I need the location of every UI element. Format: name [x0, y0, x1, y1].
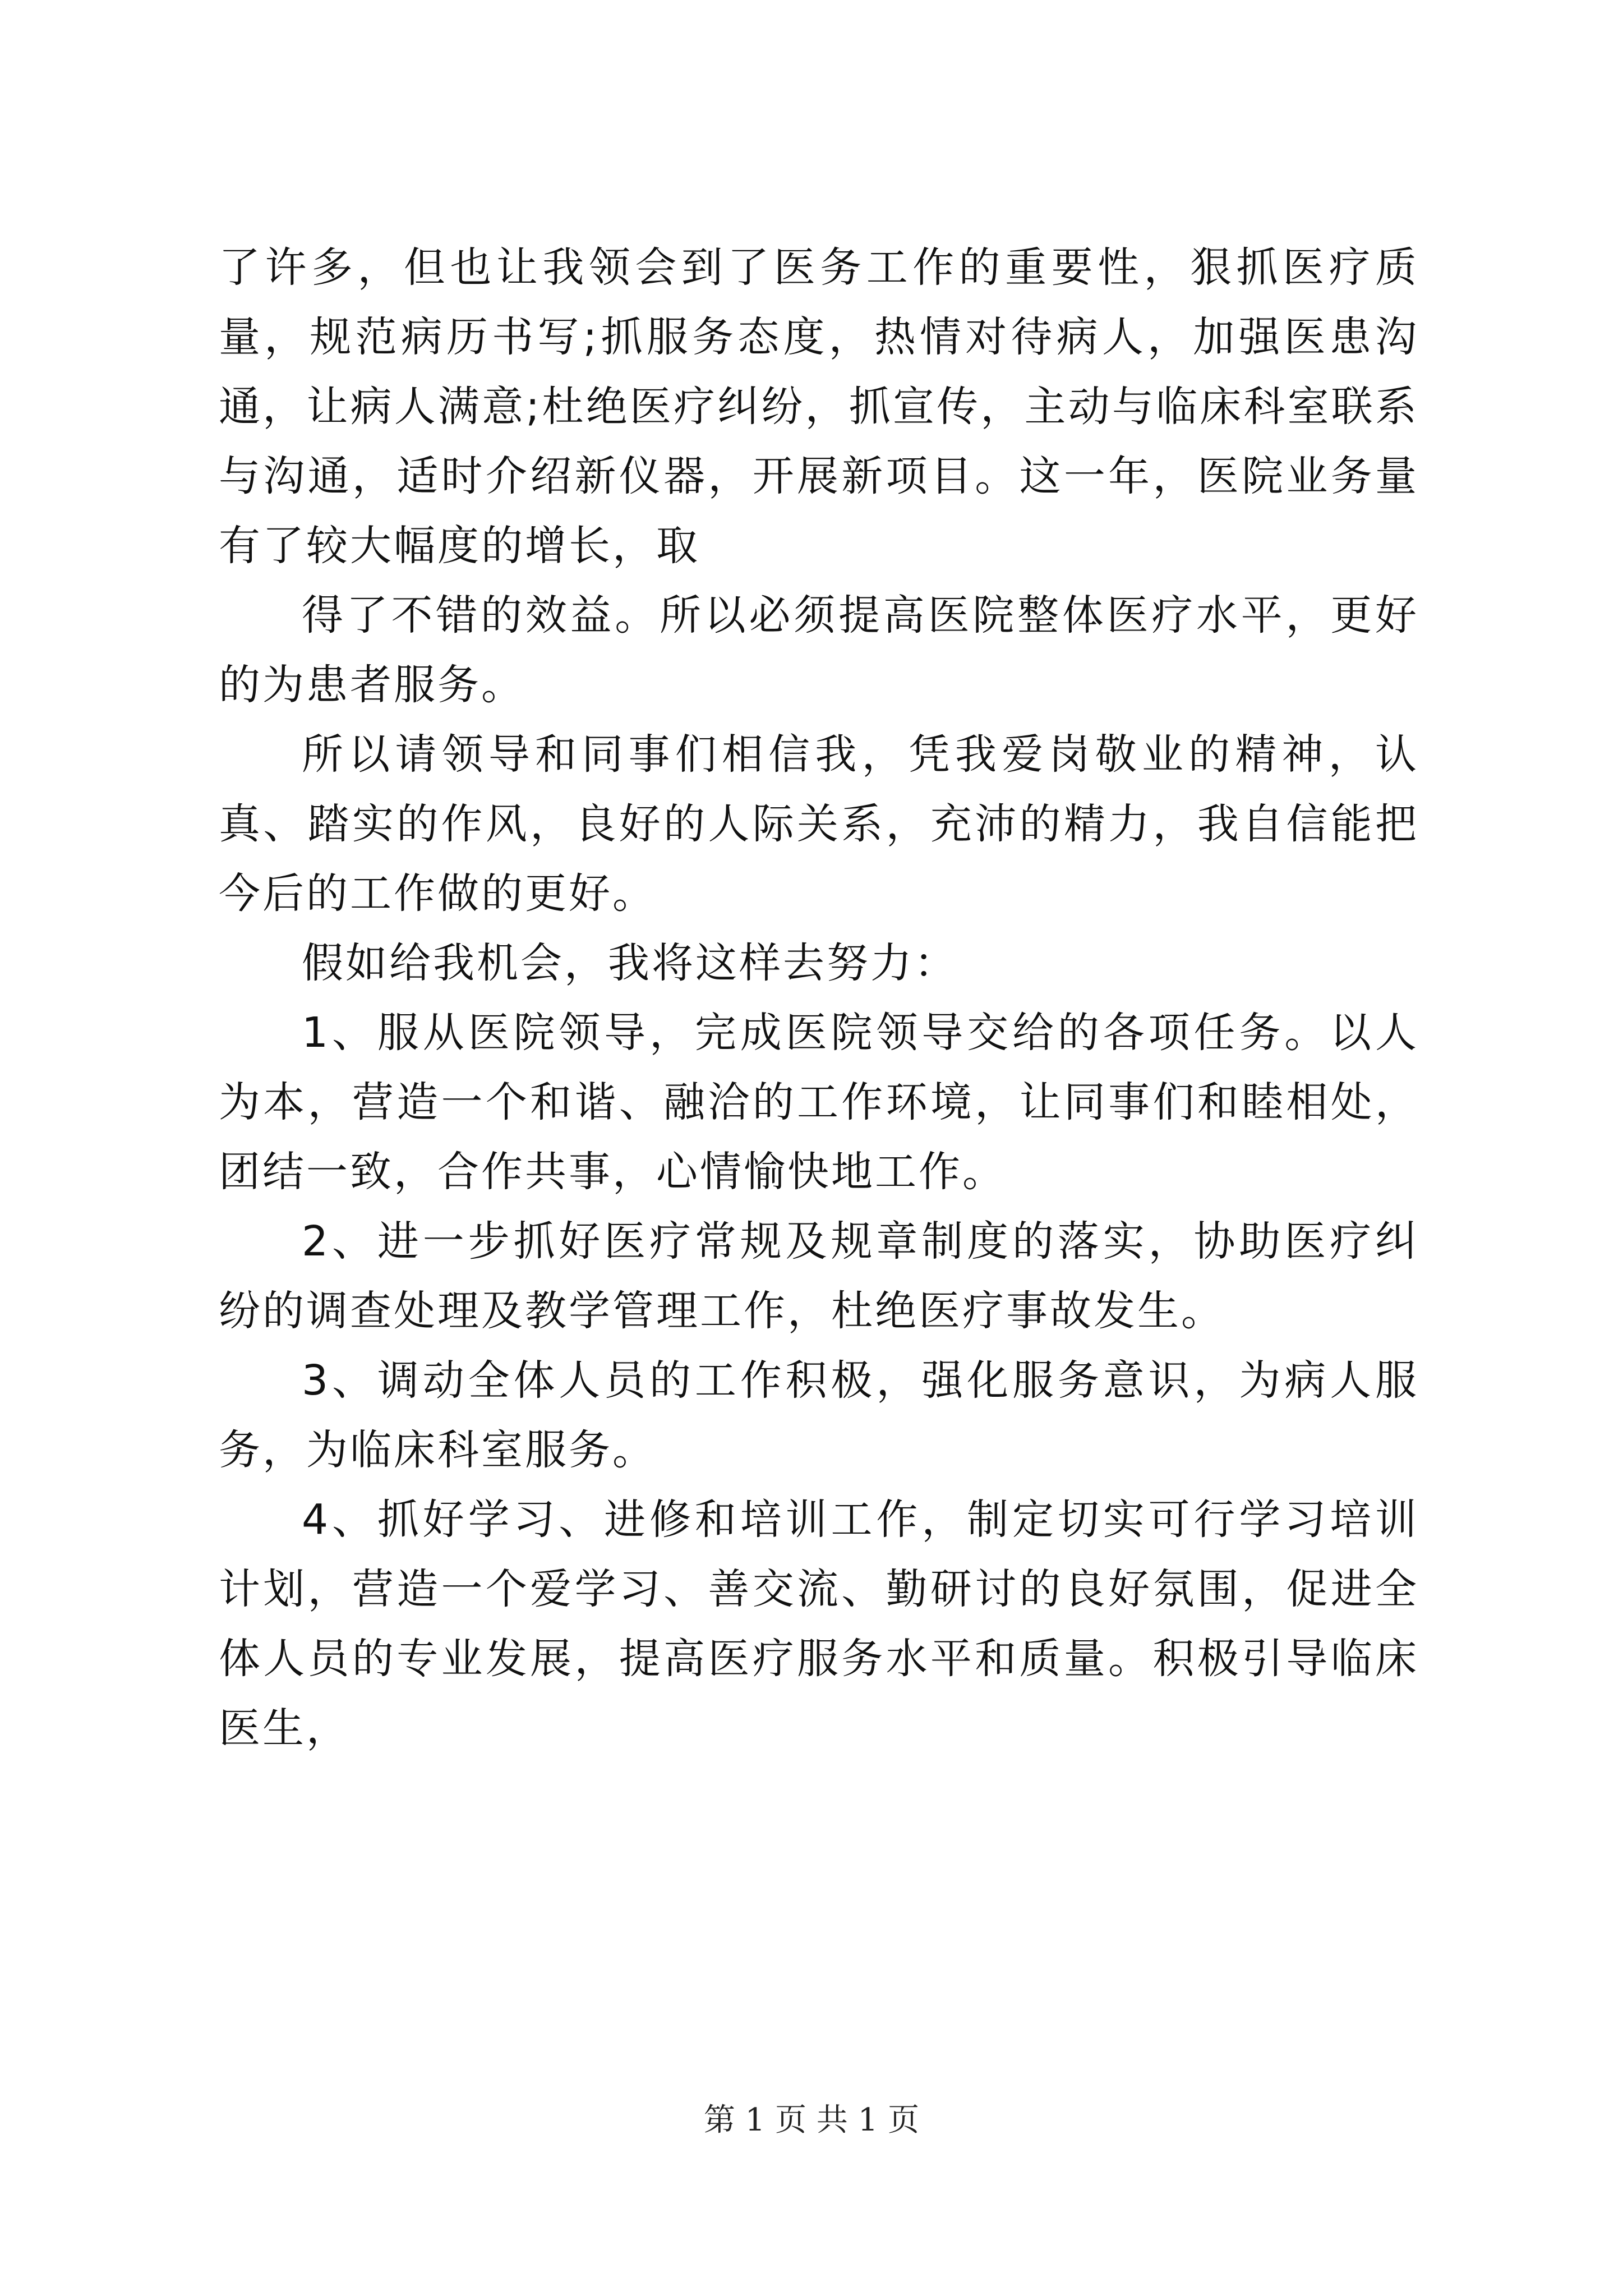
- page-footer: [0, 2101, 1623, 2140]
- document-body: [219, 233, 1419, 1763]
- page-number-label: 第 1 页 共 1 页: [703, 2102, 920, 2138]
- paragraph-8: 4、抓好学习、进修和培训工作，制定切实可行学习培训计划，营造一个爱学习、善交流、勤研讨的良好氛围，促进全体人员的专业发展，提高医疗服务水平和质量。积极引导临床医生，: [219, 1496, 1419, 1752]
- paragraph-1: 了许多，但也让我领会到了医务工作的重要性，狠抓医疗质量，规范病历书写;抓服务态度，热情对待病人，加强医患沟通，让病人满意;杜绝医疗纠纷，抓宣传，主动与临床科室联系与沟通，适时介绍新仪器，开展新项目。这一年，医院业务量有了较大幅度的增长，取: [219, 243, 1419, 570]
- paragraph-4: 假如给我机会，我将这样去努力：: [302, 939, 958, 987]
- paragraph-3: 所以请领导和同事们相信我，凭我爱岗敬业的精神，认真、踏实的作风，良好的人际关系，充沛的精力，我自信能把今后的工作做的更好。: [219, 730, 1419, 918]
- paragraph-6: 2、进一步抓好医疗常规及规章制度的落实，协助医疗纠纷的调查处理及教学管理工作，杜绝医疗事故发生。: [219, 1217, 1419, 1335]
- paragraph-2: 得了不错的效益。所以必须提高医院整体医疗水平，更好的为患者服务。: [219, 591, 1419, 709]
- paragraph-5: 1、服从医院领导，完成医院领导交给的各项任务。以人为本，营造一个和谐、融洽的工作环境，让同事们和睦相处，团结一致，合作共事，心情愉快地工作。: [219, 1009, 1419, 1196]
- paragraph-7: 3、调动全体人员的工作积极，强化服务意识，为病人服务，为临床科室服务。: [219, 1356, 1419, 1474]
